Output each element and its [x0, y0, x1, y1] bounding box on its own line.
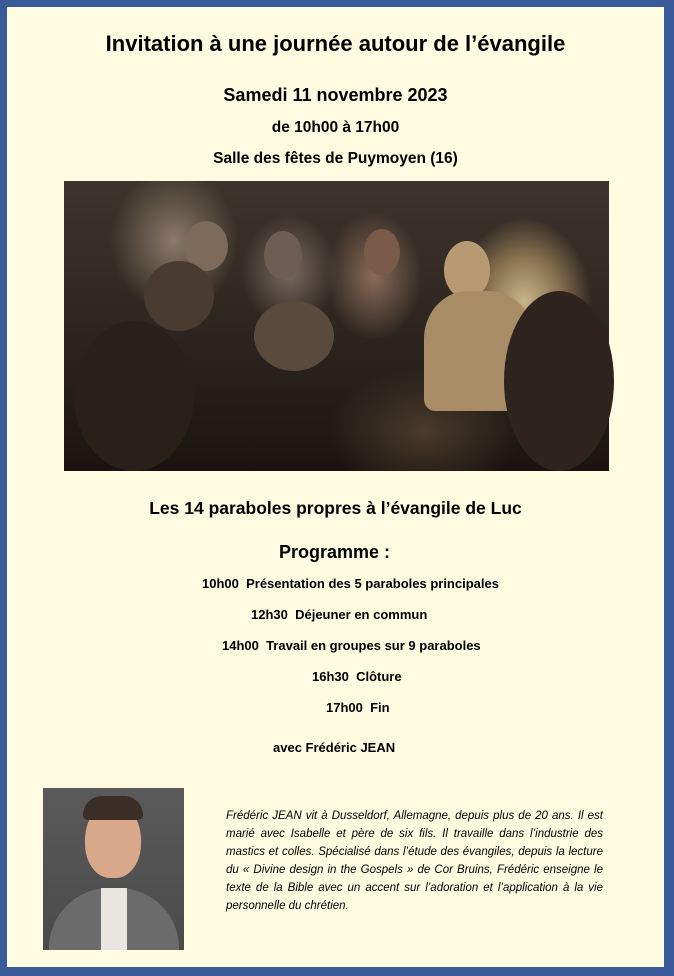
gospel-scene-image — [64, 181, 609, 471]
programme-item: 10h00 Présentation des 5 paraboles principales — [202, 576, 499, 591]
figure-head — [254, 301, 334, 371]
event-place: Salle des fêtes de Puymoyen (16) — [213, 150, 458, 167]
figure-head — [364, 229, 400, 275]
programme-item: 17h00 Fin — [326, 700, 390, 715]
speaker-bio: Frédéric JEAN vit à Dusseldorf, Allemagne, depuis plus de 20 ans. Il est marié avec Isabelle et père de six fils. Il travaille dans l’industrie des mastics et colles. Spécialisé dans l’étude des évangiles, depuis la lecture du « Divine design in the Gospels » de Cor Bruins, Frédéric enseigne le texte de la Bible avec un accent sur l’adoration et l’application à la vie personnelle du chrétien. — [226, 810, 603, 912]
programme-item: 14h00 Travail en groupes sur 9 paraboles — [222, 638, 481, 653]
figure-back — [74, 321, 194, 471]
figure-head — [144, 261, 214, 331]
figure-head — [264, 231, 302, 279]
subtitle: Les 14 paraboles propres à l’évangile de Luc — [149, 498, 522, 518]
programme-item: 16h30 Clôture — [312, 669, 402, 684]
speaker-name: avec Frédéric JEAN — [273, 740, 396, 755]
event-date: Samedi 11 novembre 2023 — [223, 85, 448, 105]
portrait-shirt — [101, 888, 127, 950]
programme-item: 12h30 Déjeuner en commun — [251, 607, 428, 622]
figure-back — [504, 291, 614, 471]
event-time: de 10h00 à 17h00 — [271, 119, 400, 136]
invitation-page — [7, 7, 664, 967]
speaker-portrait — [43, 788, 184, 950]
portrait-hair — [83, 796, 143, 820]
page-title: Invitation à une journée autour de l’évangile — [105, 31, 566, 56]
programme-heading: Programme : — [279, 542, 391, 562]
